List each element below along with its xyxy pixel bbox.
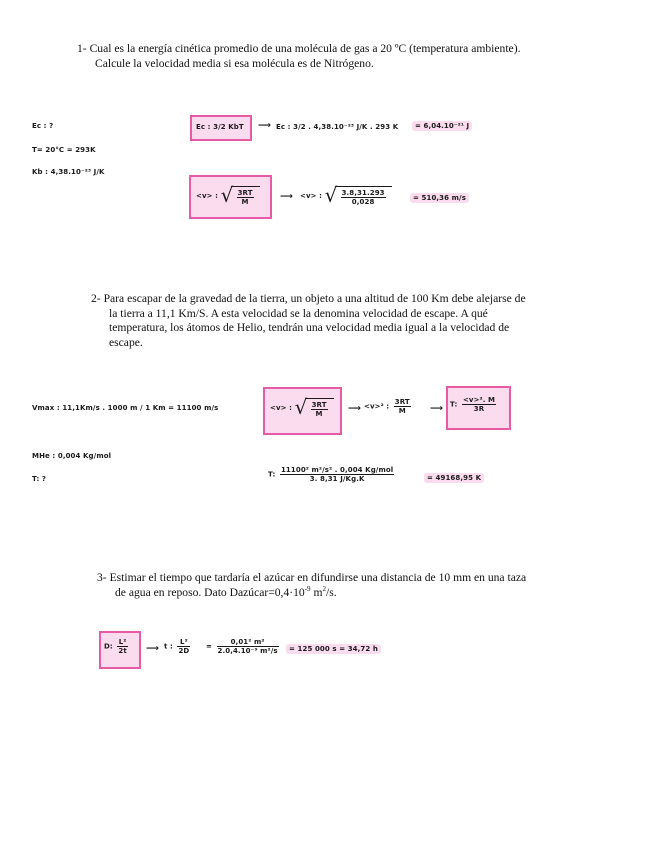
arrow: ⟶: [258, 121, 272, 131]
question-1: [77, 42, 587, 71]
t-calc-den: 3. 8,31 J/Kg.K: [309, 475, 365, 483]
question-3-unit-end: /s.: [325, 585, 337, 599]
formula-d: [104, 638, 130, 655]
formula-d-left: D:: [104, 642, 113, 651]
question-2-line-2: la tierra a 11,1 Km/S. A esta velocidad se la denomina velocidad de escape. A qué: [109, 306, 488, 320]
step2-num: 3RT: [394, 398, 410, 406]
t-formula-den: 2D: [178, 647, 190, 655]
formula-d-num: L²: [118, 638, 127, 646]
t-formula: [164, 638, 192, 655]
exponent: -9: [304, 584, 311, 593]
sqrt-symbol: √ $\frac{3RT}{M}$: [221, 186, 260, 206]
t3-result: = 125 000 s = 34,72 h: [286, 644, 381, 654]
t-calc-left: T:: [268, 470, 276, 479]
given-ec: Ec : ?: [32, 122, 54, 130]
step2-left: <v>² :: [364, 402, 390, 411]
given-boltzmann: Kb : 4,38.10⁻²³ J/K: [32, 168, 105, 176]
formula-ec: Ec : 3/2 KbT: [196, 123, 244, 131]
t-formula-num: L²: [177, 638, 190, 647]
ec-substitution: Ec : 3/2 . 4,38.10⁻²³ J/K . 293 K: [276, 123, 399, 131]
step3-left: T:: [450, 400, 458, 409]
formula-v2-num: 3RT: [311, 401, 327, 409]
formula-v-den: M: [241, 198, 249, 206]
formula-v-num: 3RT: [237, 189, 253, 197]
formula-v2-den: M: [315, 410, 323, 418]
t-result: = 49168,95 K: [424, 473, 484, 483]
v-substitution: [300, 183, 392, 207]
question-3-unit: m: [310, 585, 323, 599]
t-substitution: = $\frac{\text{0,01² m²}}{\text{2.0,4.10⁻⁹ m²/s}}$: [206, 638, 278, 655]
formula-d-den: 2t: [118, 647, 127, 655]
step2-den: M: [398, 407, 406, 415]
formula-v2-left: <v> :: [270, 404, 293, 412]
t-calc-num: 11100² m²/s² . 0,004 Kg/mol: [280, 466, 394, 474]
question-2-number: 2-: [91, 292, 101, 305]
v-result: = 510,36 m/s: [410, 193, 469, 203]
formula-v-left: <v> :: [196, 192, 219, 200]
step2: [364, 398, 413, 415]
step3-den: 3R: [473, 405, 485, 413]
question-1-number: 1-: [77, 42, 87, 55]
formula-v2: [270, 395, 334, 419]
question-3-line-1: Estimar el tiempo que tardaría el azúcar en difundirse una distancia de 10 mm en una taza: [109, 571, 527, 584]
question-1-line-2: Calcule la velocidad media si esa molécula es de Nitrógeno.: [95, 56, 374, 70]
step3-num: <v>². M: [462, 396, 496, 404]
question-3-line-2-text: de agua en reposo. Dato Dazúcar=0,4·10: [115, 585, 305, 599]
question-3-number: 3-: [97, 571, 107, 584]
ec-result: = 6,04.10⁻²¹ J: [412, 121, 472, 131]
question-3: [97, 571, 567, 600]
arrow: ⟶: [146, 644, 160, 654]
question-2-line-3: temperatura, los átomos de Helio, tendrán una velocidad media igual a la velocidad de: [109, 321, 510, 334]
given-vmax: Vmax : 11,1Km/s . 1000 m / 1 Km = 11100 m/s: [32, 404, 219, 412]
v-sub-left: <v> :: [300, 192, 323, 200]
question-1-line-1: Cual es la energía cinética promedio de una molécula de gas a 20 ºC (temperatura ambiente).: [89, 42, 521, 55]
given-temperature: T= 20°C = 293K: [32, 146, 96, 154]
question-2: [91, 292, 557, 350]
v-sub-num: 3.8,31.293: [341, 189, 385, 197]
t-formula-left: t :: [164, 642, 173, 651]
given-t-unknown: T: ?: [32, 475, 47, 483]
step3: [450, 396, 498, 413]
sqrt-symbol: √ $\frac{3.8,31.293}{0,028}$: [325, 186, 392, 206]
exponent: 2: [322, 584, 326, 593]
arrow: ⟶: [280, 192, 294, 202]
t-sub-num: 0,01² m²: [217, 638, 279, 647]
t-sub-den: 2.0,4.10⁻⁹ m²/s: [217, 647, 278, 655]
question-3-line-2: [97, 586, 567, 601]
arrow: ⟶: [348, 404, 362, 414]
question-2-line-1: Para escapar de la gravedad de la tierra, un objeto a una altitud de 100 Km debe alejarse de: [103, 292, 526, 305]
arrow: ⟶: [430, 404, 444, 414]
formula-v: [196, 183, 260, 207]
question-2-line-4: escape.: [109, 335, 143, 349]
t-calculation: [268, 466, 396, 483]
sqrt-symbol: √ $\frac{3RT}{M}$: [295, 398, 334, 418]
given-molar-mass: MHe : 0,004 Kg/mol: [32, 452, 112, 460]
v-sub-den: 0,028: [351, 198, 375, 206]
